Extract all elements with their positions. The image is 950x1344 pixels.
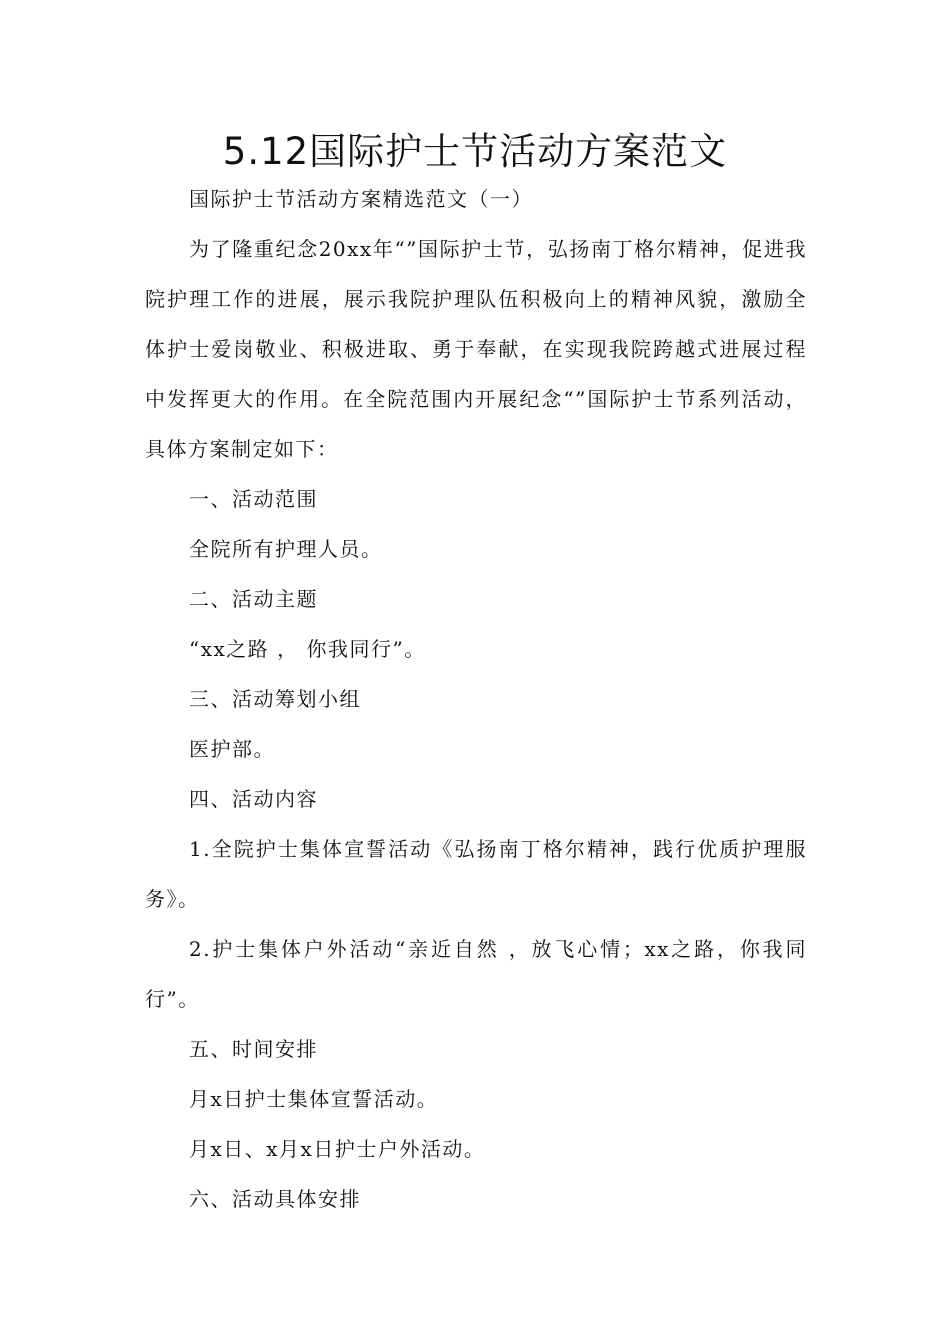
- section-heading-scope: 一、活动范围: [189, 487, 318, 511]
- theme-paragraph: “xx之路 ， 你我同行”。: [189, 637, 426, 661]
- document-body: [145, 174, 807, 1224]
- section-heading-planning-group: 三、活动筹划小组: [189, 687, 361, 711]
- intro-paragraph: 为了隆重纪念20xx年“”国际护士节，弘扬南丁格尔精神，促进我院护理工作的进展，展示我院护理队伍积极向上的精神风貌，激励全体护士爱岗敬业、积极进取、勇于奉献，在实现我院跨越式进展过程中发挥更大的作用。在全院范围内开展纪念“”国际护士节系列活动，具体方案制定如下：: [145, 237, 807, 461]
- document-title: 5.12国际护士节活动方案范文: [222, 130, 728, 173]
- content-item-2: 2.护士集体户外活动“亲近自然 ，放飞心情；xx之路，你我同行”。: [145, 937, 807, 1011]
- scope-paragraph: 全院所有护理人员。: [189, 537, 383, 561]
- section-heading-theme: 二、活动主题: [189, 587, 318, 611]
- section-heading-arrangements: 六、活动具体安排: [189, 1187, 361, 1211]
- schedule-item-1: 月x日护士集体宣誓活动。: [189, 1087, 439, 1111]
- section-heading-content: 四、活动内容: [189, 787, 318, 811]
- section-heading-schedule: 五、时间安排: [189, 1037, 318, 1061]
- planning-group-paragraph: 医护部。: [189, 737, 275, 761]
- schedule-item-2: 月x日、x月x日护士户外活动。: [189, 1137, 486, 1161]
- subtitle-paragraph: 国际护士节活动方案精选范文（一）: [189, 187, 533, 211]
- content-item-1: 1.全院护士集体宣誓活动《弘扬南丁格尔精神，践行优质护理服务》。: [145, 837, 807, 911]
